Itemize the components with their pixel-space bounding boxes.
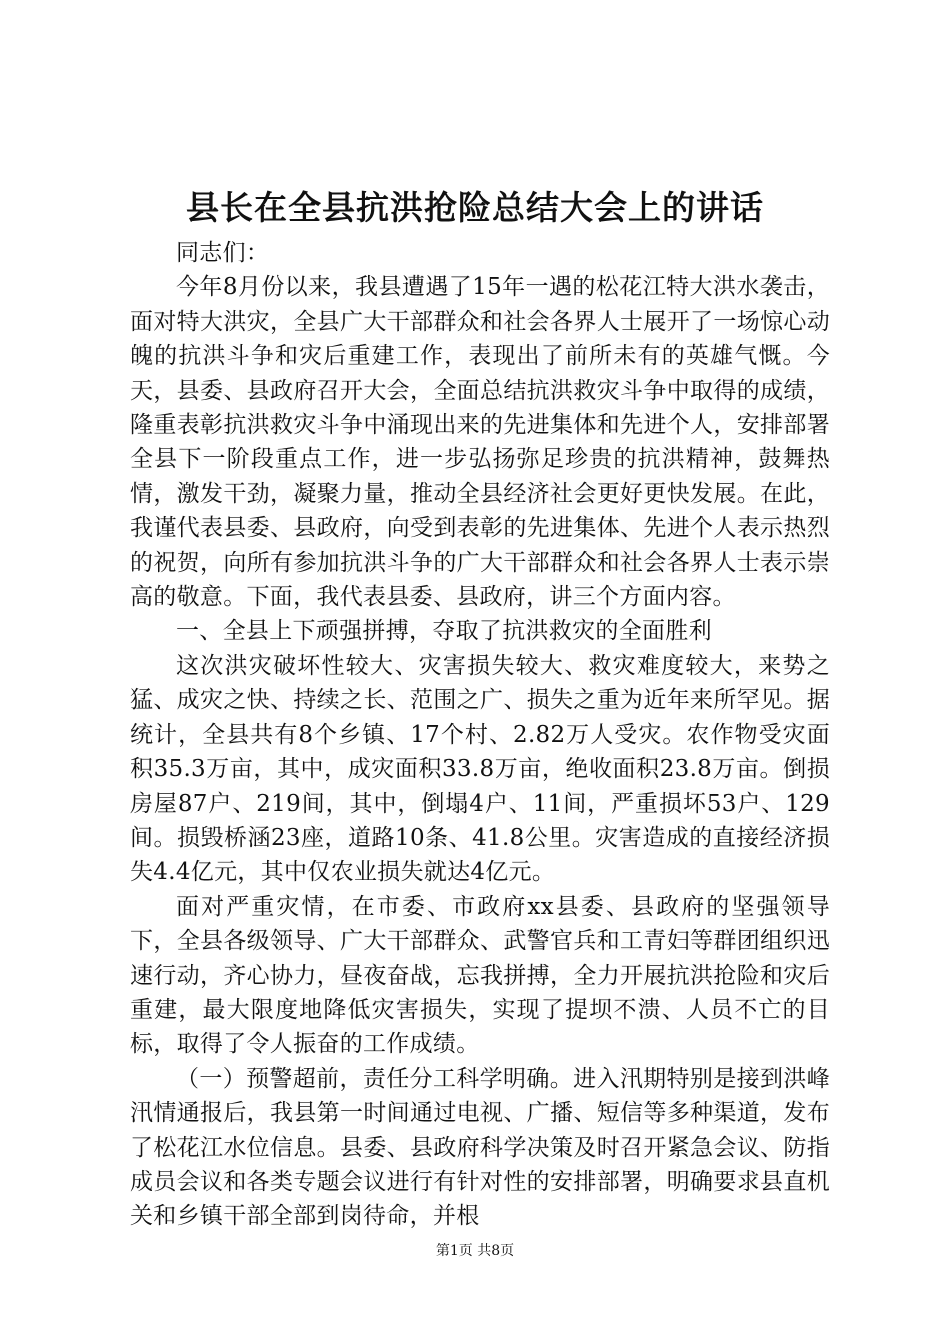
salutation-paragraph: 同志们： (176, 240, 270, 266)
subsection-paragraph-1: （一）预警超前，责任分工科学明确。进入汛期特别是接到洪峰汛情通报后，我县第一时间通过电视、广播、短信等多种渠道，发布了松花江水位信息。县委、县政府科学决策及时召开紧急会议、防指成员会议和各类专题会议进行有针对性的安排部署，明确要求县直机关和乡镇干部全部到岗待命，并根 (130, 1065, 830, 1230)
disaster-statistics-paragraph: 这次洪灾破坏性较大、灾害损失较大、救灾难度较大，来势之猛、成灾之快、持续之长、范围之广、损失之重为近年来所罕见。据统计，全县共有8个乡镇、17个村、2.82万人受灾。农作物受灾面积35.3万亩，其中，成灾面积33.8万亩，绝收面积23.8万亩。倒损房屋87户、219间，其中，倒塌4户、11间，严重损坏53户、129间。损毁桥涵23座，道路10条、41.8公里。灾害造成的直接经济损失4.4亿元，其中仅农业损失就达4亿元。 (130, 652, 830, 886)
intro-paragraph: 今年8月份以来，我县遭遇了15年一遇的松花江特大洪水袭击，面对特大洪灾，全县广大干部群众和社会各界人士展开了一场惊心动魄的抗洪斗争和灾后重建工作，表现出了前所未有的英雄气慨。今天，县委、县政府召开大会，全面总结抗洪救灾斗争中取得的成绩，隆重表彰抗洪救灾斗争中涌现出来的先进集体和先进个人，安排部署全县下一阶段重点工作，进一步弘扬弥足珍贵的抗洪精神，鼓舞热情，激发干劲，凝聚力量，推动全县经济社会更好更快发展。在此，我谨代表县委、县政府，向受到表彰的先进集体、先进个人表示热烈的祝贺，向所有参加抗洪斗争的广大干部群众和社会各界人士表示崇高的敬意。下面，我代表县委、县政府，讲三个方面内容。 (130, 274, 830, 611)
response-paragraph: 面对严重灾情，在市委、市政府xx县委、县政府的坚强领导下，全县各级领导、广大干部群众、武警官兵和工青妇等群团组织迅速行动，齐心协力，昼夜奋战，忘我拼搏，全力开展抗洪抢险和灾后重建，最大限度地降低灾害损失，实现了提坝不溃、人员不亡的目标，取得了令人振奋的工作成绩。 (130, 893, 830, 1058)
document-title: 县长在全县抗洪抢险总结大会上的讲话 (186, 188, 764, 227)
document-body (130, 236, 830, 1234)
section-heading-1: 一、全县上下顽强拼搏，夺取了抗洪救灾的全面胜利 (176, 618, 712, 645)
page-number-footer: 第1页 共8页 (435, 1243, 515, 1259)
